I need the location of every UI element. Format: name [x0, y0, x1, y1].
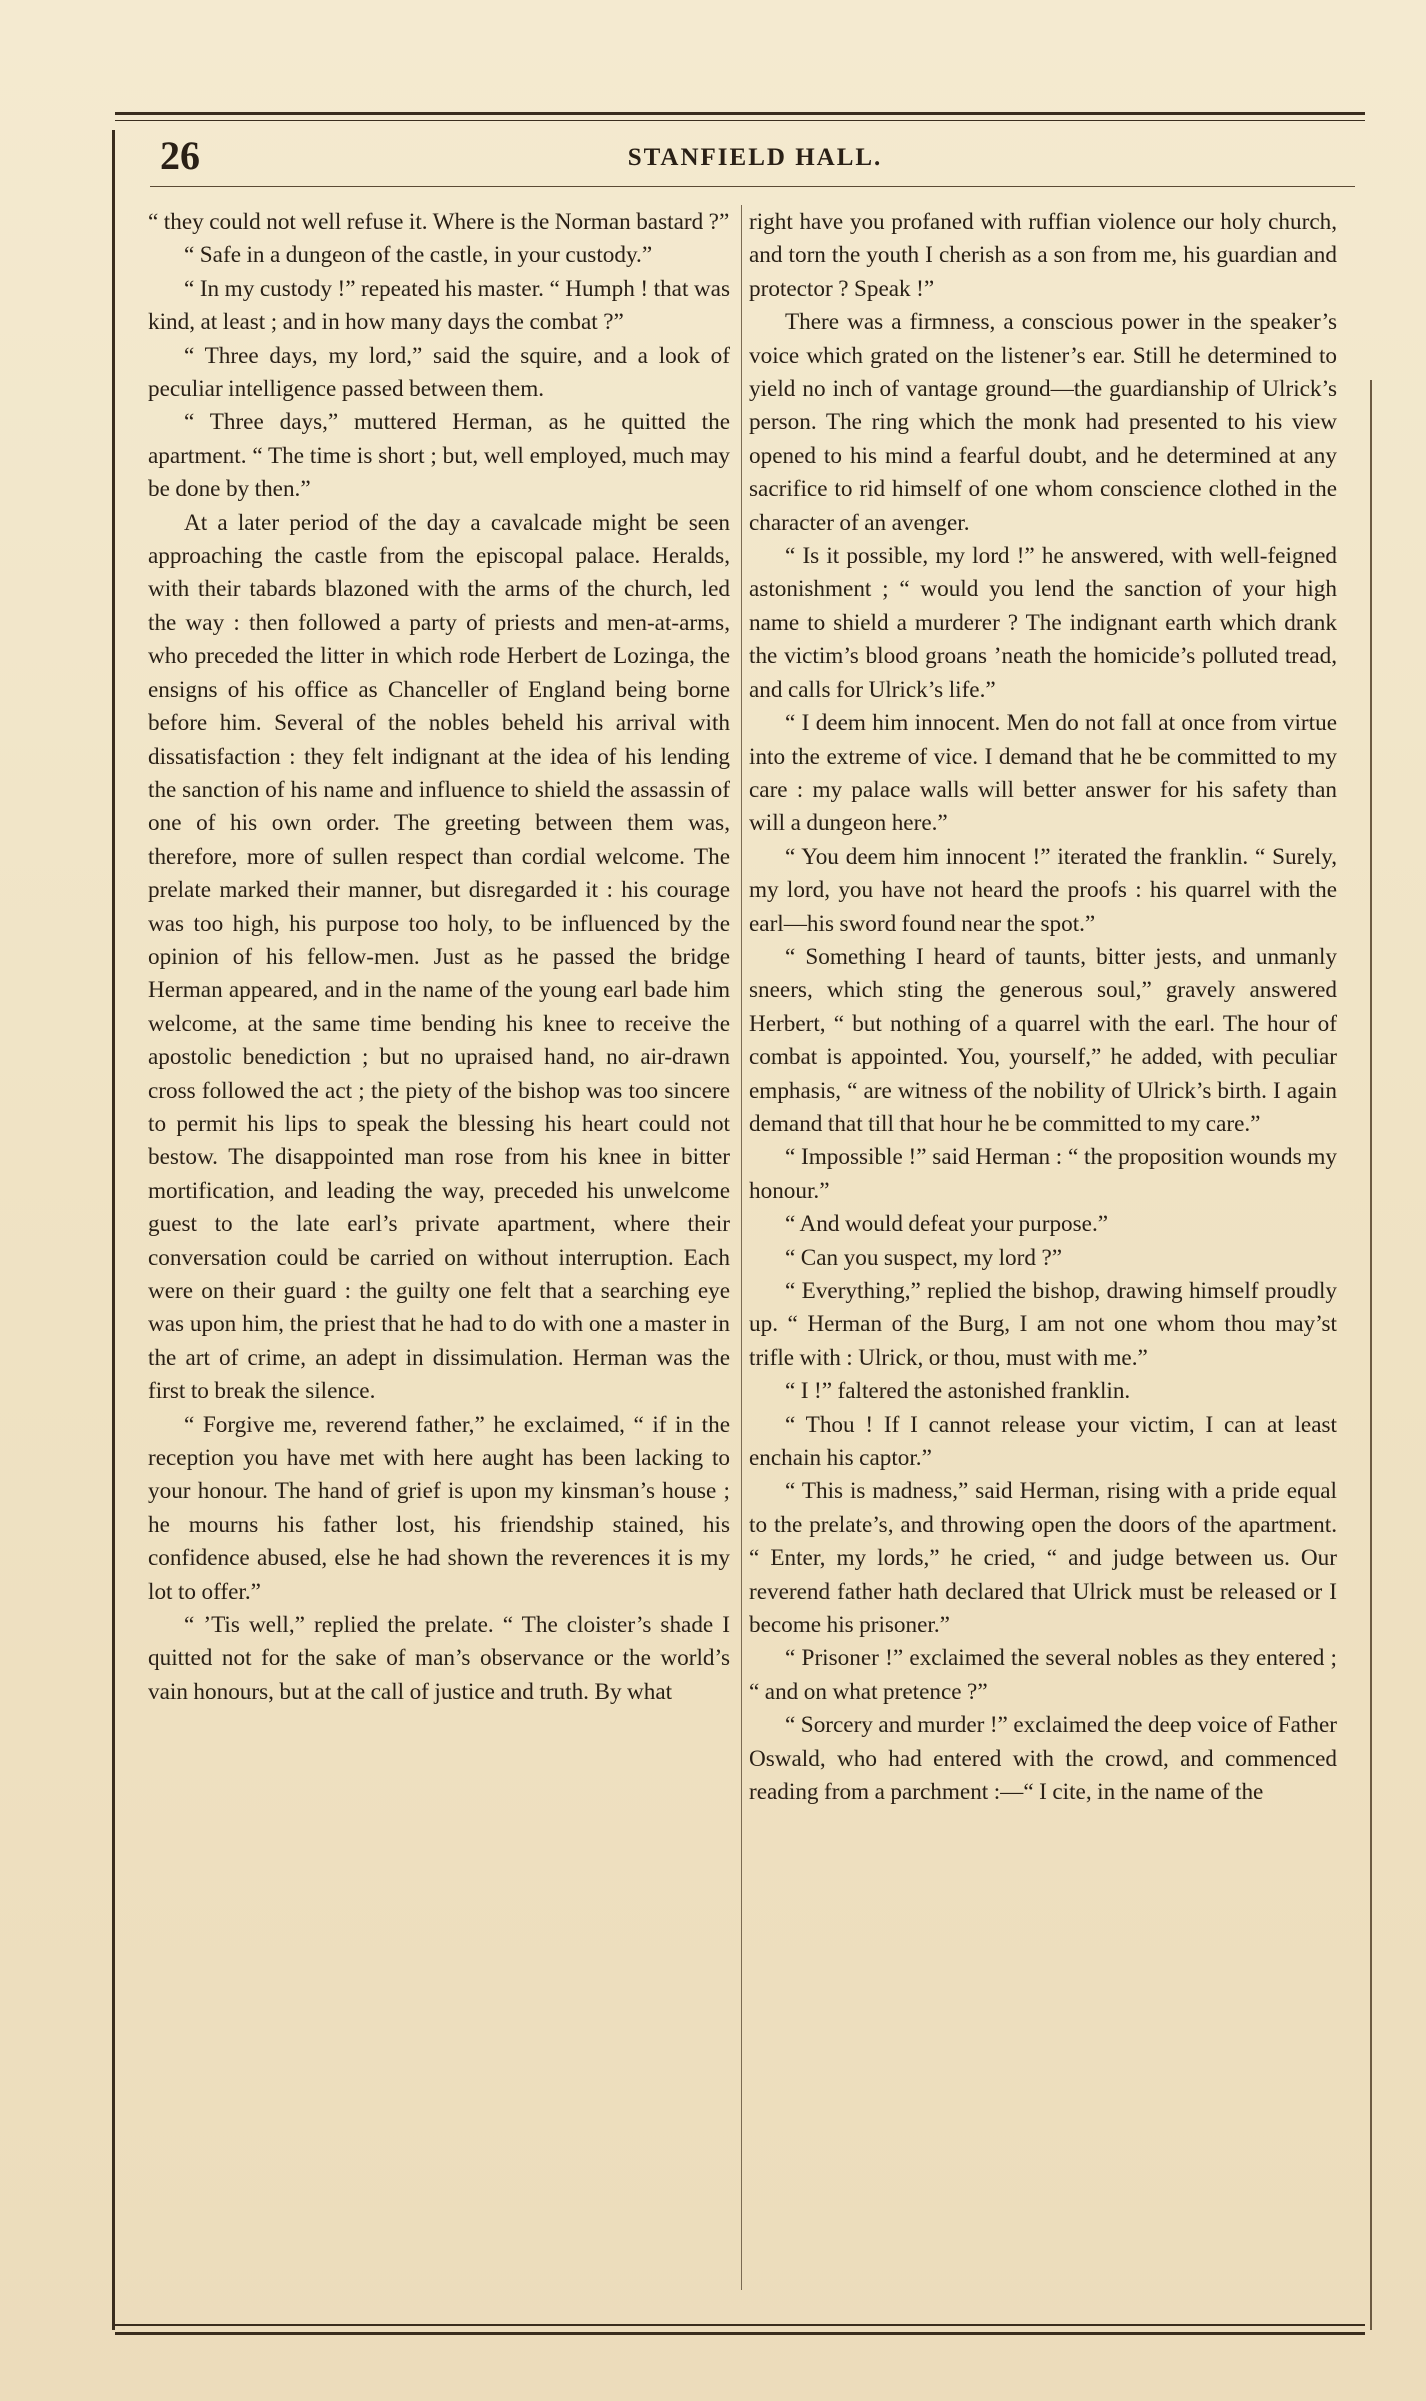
paragraph: “ Sorcery and murder !” exclaimed the deep voice of Father Oswald, who had entered with the crowd, and commenced reading from a parchment :—“ I cite, in the name of the — [749, 1712, 1337, 1806]
paragraph: “ This is madness,” said Herman, rising with a pride equal to the prelate’s, and throwing open the doors of the apartment. “ Enter, my lords,” he cried, “ and judge between us. Our reverend father hath declared that Ulrick must be released or I become his prisoner.” — [749, 1478, 1337, 1639]
bottom-border-rule — [115, 2324, 1365, 2335]
paragraph: “ I !” faltered the astonished franklin. — [785, 1378, 1131, 1405]
paragraph: “ Three days,” muttered Herman, as he quitted the apartment. “ The time is short ; but, well employed, much may be done by then.” — [148, 409, 730, 503]
left-column — [148, 206, 730, 2316]
header-rule — [150, 186, 1355, 187]
paragraph: right have you profaned with ruffian violence our holy church, and torn the youth I cherish as a son from me, his guardian and protector ? Speak !” — [749, 209, 1337, 302]
paragraph: There was a firmness, a conscious power in the speaker’s voice which grated on the listener’s ear. Still he determined to yield no inch of vantage ground—the guardianship of Ulrick’s person. The ring which the monk had presented to his view opened to his mind a fearful doubt, and he determined at any sacrifice to rid himself of one whom conscience clothed in the character of an avenger. — [749, 309, 1337, 536]
right-border-rule — [1370, 380, 1372, 2330]
paragraph: “ ’Tis well,” replied the prelate. “ The cloister’s shade I quitted not for the sake of man’s observance or the world’s vain honours, but at the call of justice and truth. By what — [148, 1612, 730, 1705]
paragraph: “ You deem him innocent !” iterated the franklin. “ Surely, my lord, you have not heard the proofs : his quarrel with the earl—his sword found near the spot.” — [749, 843, 1337, 937]
paragraph: “ Something I heard of taunts, bitter jests, and unmanly sneers, which sting the generous soul,” gravely answered Herbert, “ but nothing of a quarrel with the earl. The hour of combat is appointed. You, yourself,” he added, with peculiar emphasis, “ are witness of the nobility of Ulrick’s birth. I again demand that till that hour he be committed to my care.” — [749, 943, 1337, 1137]
paragraph: “ Can you suspect, my lord ?” — [785, 1244, 1063, 1271]
paragraph: “ Three days, my lord,” said the squire, and a look of peculiar intelligence passed between them. — [148, 342, 730, 403]
paragraph: “ they could not well refuse it. Where is the Norman bastard ?” — [148, 209, 730, 235]
paragraph: “ In my custody !” repeated his master. “ Humph ! that was kind, at least ; and in how many days the combat ?” — [148, 275, 730, 336]
page-number: 26 — [160, 133, 200, 178]
top-border-rule — [115, 112, 1365, 121]
paragraph: “ Impossible !” said Herman : “ the proposition wounds my honour.” — [749, 1144, 1337, 1204]
paragraph: “ Thou ! If I cannot release your victim, I can at least enchain his captor.” — [749, 1411, 1337, 1472]
paragraph: “ Safe in a dungeon of the castle, in your custody.” — [184, 242, 653, 269]
right-column — [749, 206, 1337, 2316]
paragraph: “ Prisoner !” exclaimed the several nobles as they entered ; “ and on what pretence ?” — [749, 1645, 1337, 1705]
paragraph: “ I deem him innocent. Men do not fall at once from virtue into the extreme of vice. I demand that he be committed to my care : my palace walls will better answer for his safety than will a dungeon here.” — [749, 710, 1337, 837]
paragraph: “ Is it possible, my lord !” he answered, with well-feigned astonishment ; “ would you lend the sanction of your high name to shield a murderer ? The indignant earth which drank the victim’s blood groans ’neath the homicide’s polluted tread, and calls for Ulrick’s life.” — [749, 543, 1337, 703]
column-divider — [741, 205, 742, 2290]
left-border-rule — [112, 130, 115, 2330]
page-header — [160, 132, 1350, 192]
paragraph: At a later period of the day a cavalcade might be seen approaching the castle from the episcopal palace. Heralds, with their tabards blazoned with the arms of the church, led the way : then followed a party of priests and men-at-arms, who preceded the litter in which rode Herbert de Lozinga, the ensigns of his office as Chanceller of England being borne before him. Several of the nobles beheld his arrival with dissatisfaction : they felt indignant at the idea of his lending the sanction of his name and influence to shield the assassin of one of his own order. The greeting between them was, therefore, more of sullen respect than cordial welcome. The prelate marked their manner, but disregarded it : his courage was too high, his purpose too holy, to be influenced by the opinion of his fellow-men. Just as he passed the bridge Herman appeared, and in the name of the young earl bade him welcome, at the same time bending his knee to receive the apostolic benediction ; but no upraised hand, no air-drawn cross followed the act ; the piety of the bishop was too sincere to permit his lips to speak the blessing his heart could not bestow. The disappointed man rose from his knee in bitter mortification, and leading the way, preceded his unwelcome guest to the late earl’s private apartment, where their conversation could be carried on without interruption. Each were on their guard : the guilty one felt that a searching eye was upon him, the priest that he had to do with one a master in the art of crime, an adept in dissimulation. Herman was the first to break the silence. — [148, 509, 730, 1405]
paragraph: “ Forgive me, reverend father,” he exclaimed, “ if in the reception you have met with here aught has been lacking to your honour. The hand of grief is upon my kinsman’s house ; he mourns his father lost, his friendship stained, his confidence abused, else he had shown the reverences it is my lot to offer.” — [148, 1411, 730, 1605]
paragraph: “ Everything,” replied the bishop, drawing himself proudly up. “ Herman of the Burg, I am not one whom thou may’st trifle with : Ulrick, or thou, must with me.” — [749, 1278, 1337, 1371]
running-title: STANFIELD HALL. — [627, 144, 883, 171]
paragraph: “ And would defeat your purpose.” — [785, 1211, 1109, 1238]
